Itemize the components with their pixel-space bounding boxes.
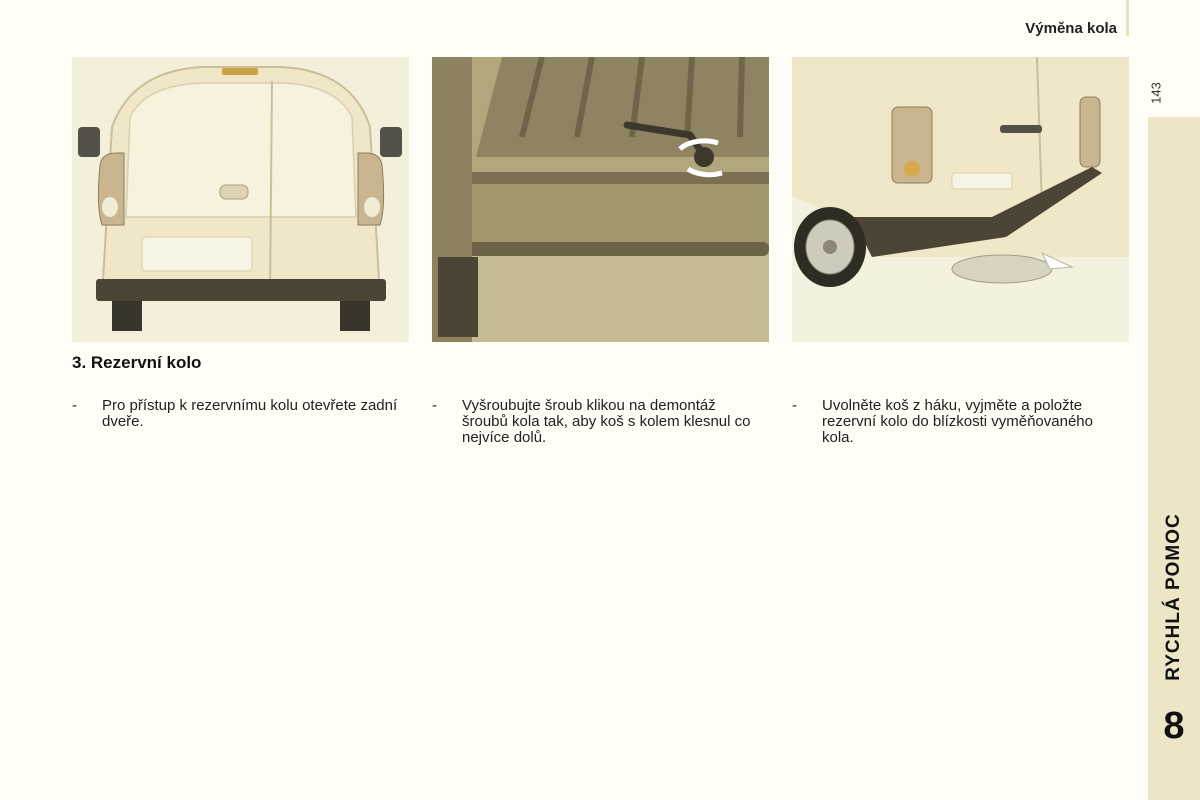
illustration-spare-wheel-removal (792, 57, 1129, 342)
illustration-spare-wheel-crank (432, 57, 769, 342)
step-text: Pro přístup k rezervnímu kolu otevřete zadní dveře. (102, 397, 398, 430)
step-1 (72, 398, 402, 430)
chapter-title-text: RYCHLÁ POMOC (1163, 513, 1184, 681)
step-bullet: - (432, 397, 437, 414)
step-text: Uvolněte koš z háku, vyjměte a položte rezervní kolo do blízkosti vyměňovaného kola. (822, 397, 1093, 446)
chapter-side-tab (1148, 117, 1200, 800)
chapter-number: 8 (1163, 705, 1185, 747)
page-header-title: Výměna kola (1025, 20, 1117, 37)
spare-wheel-drawing (792, 57, 1129, 342)
van-rear-drawing (72, 57, 409, 342)
chapter-title (1148, 487, 1200, 707)
crank-drawing (432, 57, 769, 342)
header-rule (1126, 0, 1129, 36)
step-bullet: - (72, 397, 77, 414)
step-3 (792, 398, 1122, 446)
page-number (1146, 78, 1166, 108)
step-text: Vyšroubujte šroub klikou na demontáž šroubů kola tak, aby koš s kolem klesnul co nejvíce dolů. (462, 397, 751, 446)
illustration-van-rear-doors (72, 57, 409, 342)
step-bullet: - (792, 397, 797, 414)
section-heading: 3. Rezervní kolo (72, 353, 202, 372)
page-number-text: 143 (1148, 82, 1164, 104)
step-2 (432, 398, 762, 446)
